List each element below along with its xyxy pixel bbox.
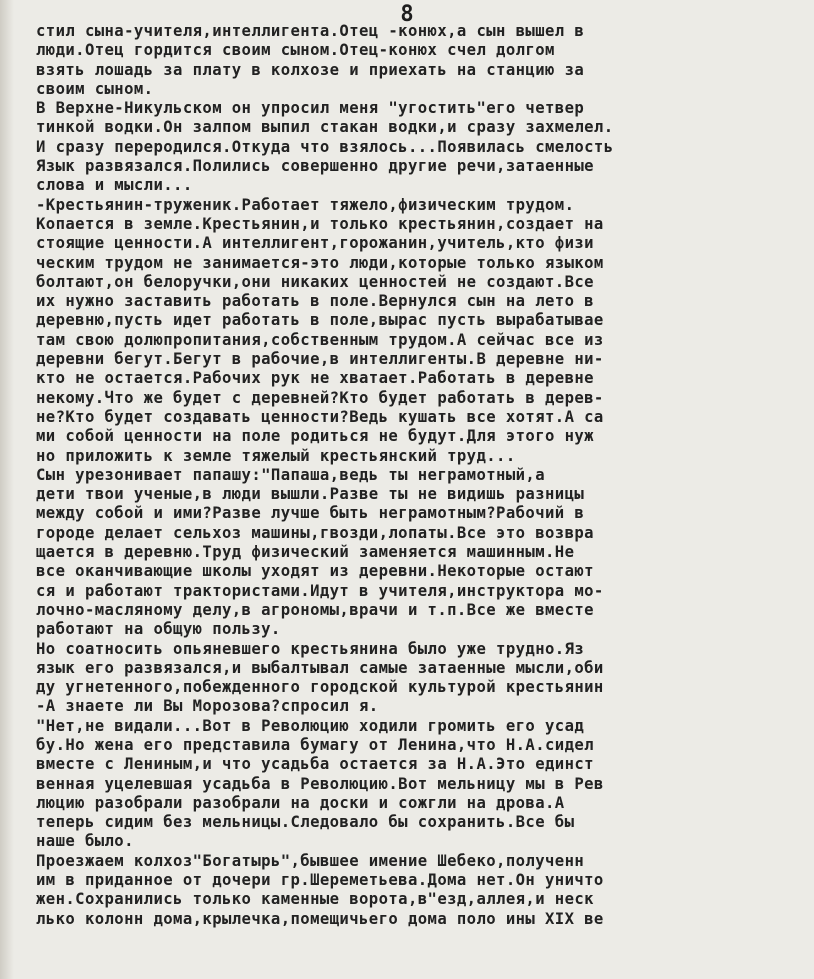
text-line: там свою долюпропитания,собственным трудом.А сейчас все из	[36, 330, 604, 349]
text-line: между собой и ими?Разве лучше быть неграмотным?Рабочий в	[36, 504, 585, 523]
text-line: стоящие ценности.А интеллигент,горожанин,учитель,кто физи	[36, 234, 594, 253]
text-line: бу.Но жена его представила бумагу от Ленина,что Н.А.сидел	[36, 735, 594, 754]
text-line: Сын урезонивает папашу:"Папаша,ведь ты неграмотный,а	[36, 465, 545, 484]
text-line: некому.Что же будет с деревней?Кто будет работать в дерев-	[36, 388, 604, 407]
text-line: вместе с Лениным,и что усадьба остается за Н.А.Это единст	[36, 755, 594, 774]
text-line: Копается в земле.Крестьянин,и только крестьянин,создает на	[36, 214, 604, 233]
text-line: В Верхне-Никульском он упросил меня "угостить"его четвер	[36, 99, 585, 118]
text-line: кто не остается.Рабочих рук не хватает.Работать в деревне	[36, 369, 594, 388]
text-line: болтают,он белоручки,они никаких ценностей не создают.Все	[36, 272, 594, 291]
text-line: лочно-масляному делу,в агрономы,врачи и т.п.Все же вместе	[36, 600, 594, 619]
text-line: работают на общую пользу.	[36, 620, 281, 639]
text-line: теперь сидим без мельницы.Следовало бы сохранить.Все бы	[36, 813, 575, 832]
text-line: "Нет,не видали...Вот в Революцию ходили громить его усад	[36, 716, 585, 735]
text-line: ся и работают трактористами.Идут в учителя,инструктора мо-	[36, 581, 604, 600]
text-line: но приложить к земле тяжелый крестьянский труд...	[36, 446, 516, 465]
text-line: ми собой ценности на поле родиться не будут.Для этого нуж	[36, 427, 594, 446]
text-line: наше было.	[36, 832, 134, 851]
text-line: слова и мысли...	[36, 176, 193, 195]
text-line: Язык развязался.Полились совершенно другие речи,затаенные	[36, 157, 594, 176]
text-line: -А знаете ли Вы Морозова?спросил я.	[36, 697, 379, 716]
text-line: своим сыном.	[36, 79, 154, 98]
text-line: не?Кто будет создавать ценности?Ведь кушать все хотят.А са	[36, 407, 604, 426]
text-line: дети твои ученые,в люди вышли.Разве ты не видишь разницы	[36, 485, 585, 504]
text-line: Но соатносить опьяневшего крестьянина было уже трудно.Яз	[36, 639, 585, 658]
text-line: все оканчивающие школы уходят из деревни.Некоторые остают	[36, 562, 594, 581]
text-line: их нужно заставить работать в поле.Вернулся сын на лето в	[36, 292, 594, 311]
text-line: жен.Сохранились только каменные ворота,в"езд,аллея,и неск	[36, 890, 594, 909]
text-line: люди.Отец гордится своим сыном.Отец-конюх счел долгом	[36, 41, 555, 60]
text-line: щается в деревню.Труд физический заменяется машинным.Не	[36, 543, 575, 562]
page-number: 8	[400, 2, 414, 27]
text-line: -Крестьянин-труженик.Работает тяжело,физическим трудом.	[36, 195, 575, 214]
text-line: венная уцелевшая усадьба в Революцию.Вот мельницу мы в Рев	[36, 774, 604, 793]
text-line: деревню,пусть идет работать в поле,вырас пусть вырабатывае	[36, 311, 604, 330]
text-line: ду угнетенного,побежденного городской культурой крестьянин	[36, 678, 604, 697]
text-line: язык его развязался,и выбалтывал самые затаенные мысли,оби	[36, 658, 604, 677]
text-line: ческим трудом не занимается-это люди,которые только языком	[36, 253, 604, 272]
text-line: И сразу переродился.Откуда что взялось...Появилась смелость	[36, 137, 614, 156]
text-line: стил сына-учителя,интеллигента.Отец -конюх,а сын вышел в	[36, 22, 585, 40]
text-line: Проезжаем колхоз"Богатырь",бывшее имение Шебеко,полученн	[36, 851, 585, 870]
text-line: городе делает сельхоз машины,гвозди,лопаты.Все это возвра	[36, 523, 594, 542]
text-line: лько колонн дома,крылечка,помещичьего дома поло ины XIX ве	[36, 909, 604, 928]
text-line: тинкой водки.Он залпом выпил стакан водки,и сразу захмелел.	[36, 118, 614, 137]
text-line: им в приданное от дочери гр.Шереметьева.Дома нет.Он уничто	[36, 871, 604, 890]
text-line: люцию разобрали разобрали на доски и сожгли на дрова.А	[36, 793, 565, 812]
text-line: взять лошадь за плату в колхозе и приехать на станцию за	[36, 60, 585, 79]
page-body-text	[36, 22, 794, 929]
text-line: деревни бегут.Бегут в рабочие,в интеллигенты.В деревне ни-	[36, 350, 604, 369]
